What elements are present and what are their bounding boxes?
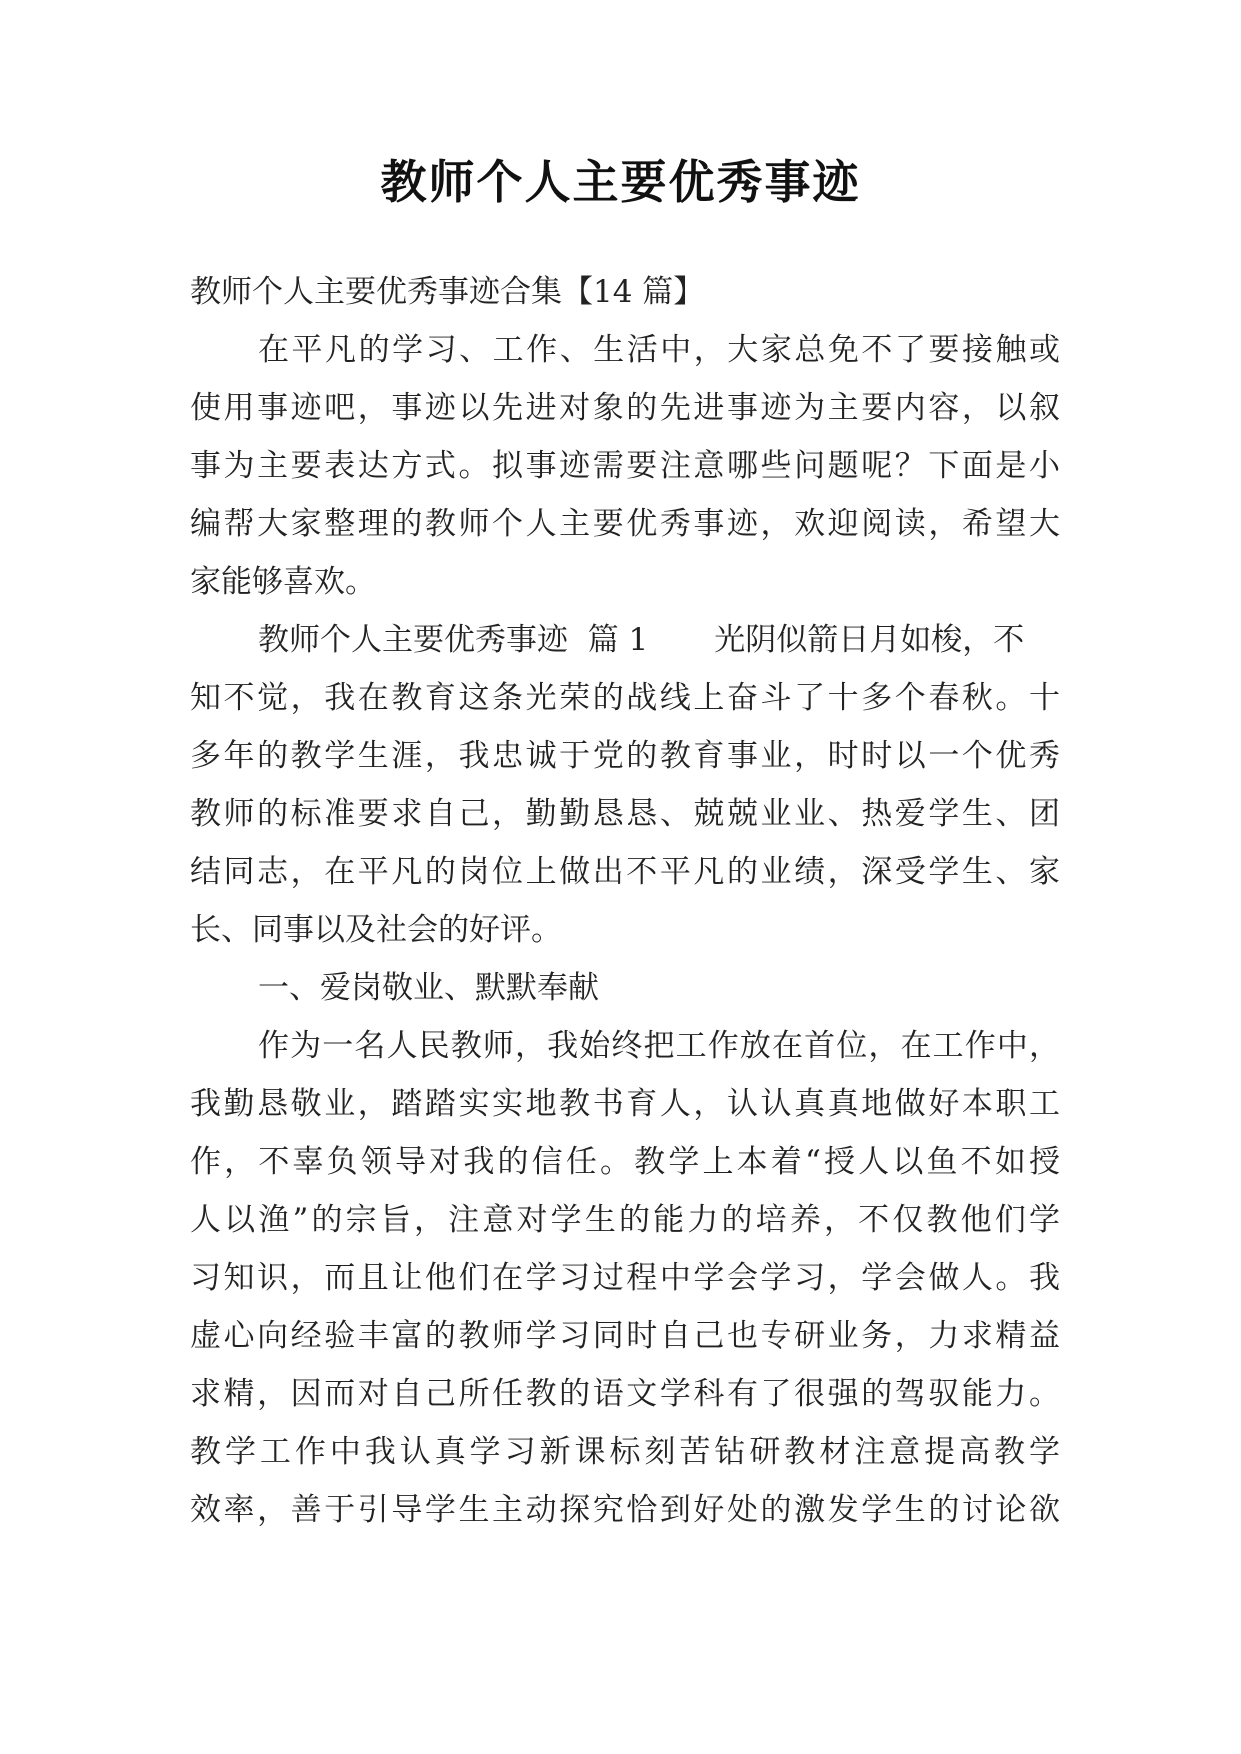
intro-line: 事为主要表达方式。拟事迹需要注意哪些问题呢？下面是小 — [190, 448, 1060, 484]
subheading: 一、爱岗敬业、默默奉献 — [258, 970, 599, 1006]
intro-line: 家能够喜欢。 — [190, 564, 376, 600]
intro-line: 使用事迹吧，事迹以先进对象的先进事迹为主要内容，以叙 — [190, 390, 1060, 426]
paragraph-line: 虚心向经验丰富的教师学习同时自己也专研业务，力求精益 — [190, 1318, 1060, 1354]
section-line: 知不觉，我在教育这条光荣的战线上奋斗了十多个春秋。十 — [190, 680, 1060, 716]
intro-line: 在平凡的学习、工作、生活中，大家总免不了要接触或 — [258, 332, 1060, 368]
paragraph-line: 作为一名人民教师，我始终把工作放在首位，在工作中， — [258, 1028, 1060, 1064]
paragraph-line: 我勤恳敬业，踏踏实实地教书育人，认认真真地做好本职工 — [190, 1086, 1060, 1122]
document-title: 教师个人主要优秀事迹 — [380, 155, 861, 209]
section-first-line: 光阴似箭日月如梭，不 — [714, 622, 1025, 658]
intro-line: 编帮大家整理的教师个人主要优秀事迹，欢迎阅读，希望大 — [190, 506, 1060, 542]
section-line: 教师的标准要求自己，勤勤恳恳、兢兢业业、热爱学生、团 — [190, 796, 1060, 832]
section-heading: 教师个人主要优秀事迹 篇 1 — [258, 622, 649, 658]
document-body — [190, 263, 1060, 1539]
section-line: 结同志，在平凡的岗位上做出不平凡的业绩，深受学生、家 — [190, 854, 1060, 890]
paragraph-line: 作，不辜负领导对我的信任。教学上本着“授人以鱼不如授 — [190, 1144, 1060, 1180]
paragraph-line: 习知识，而且让他们在学习过程中学会学习，学会做人。我 — [190, 1260, 1060, 1296]
section-heading-line — [190, 611, 1060, 669]
section-line: 长、同事以及社会的好评。 — [190, 912, 562, 948]
paragraph-line: 教学工作中我认真学习新课标刻苦钻研教材注意提高教学 — [190, 1434, 1060, 1470]
paragraph-line: 人以渔”的宗旨，注意对学生的能力的培养，不仅教他们学 — [190, 1202, 1060, 1238]
document-subtitle: 教师个人主要优秀事迹合集【14 篇】 — [190, 274, 705, 310]
section-line: 多年的教学生涯，我忠诚于党的教育事业，时时以一个优秀 — [190, 738, 1060, 774]
paragraph-line: 效率，善于引导学生主动探究恰到好处的激发学生的讨论欲 — [190, 1492, 1060, 1528]
paragraph-line: 求精，因而对自己所任教的语文学科有了很强的驾驭能力。 — [190, 1376, 1060, 1412]
